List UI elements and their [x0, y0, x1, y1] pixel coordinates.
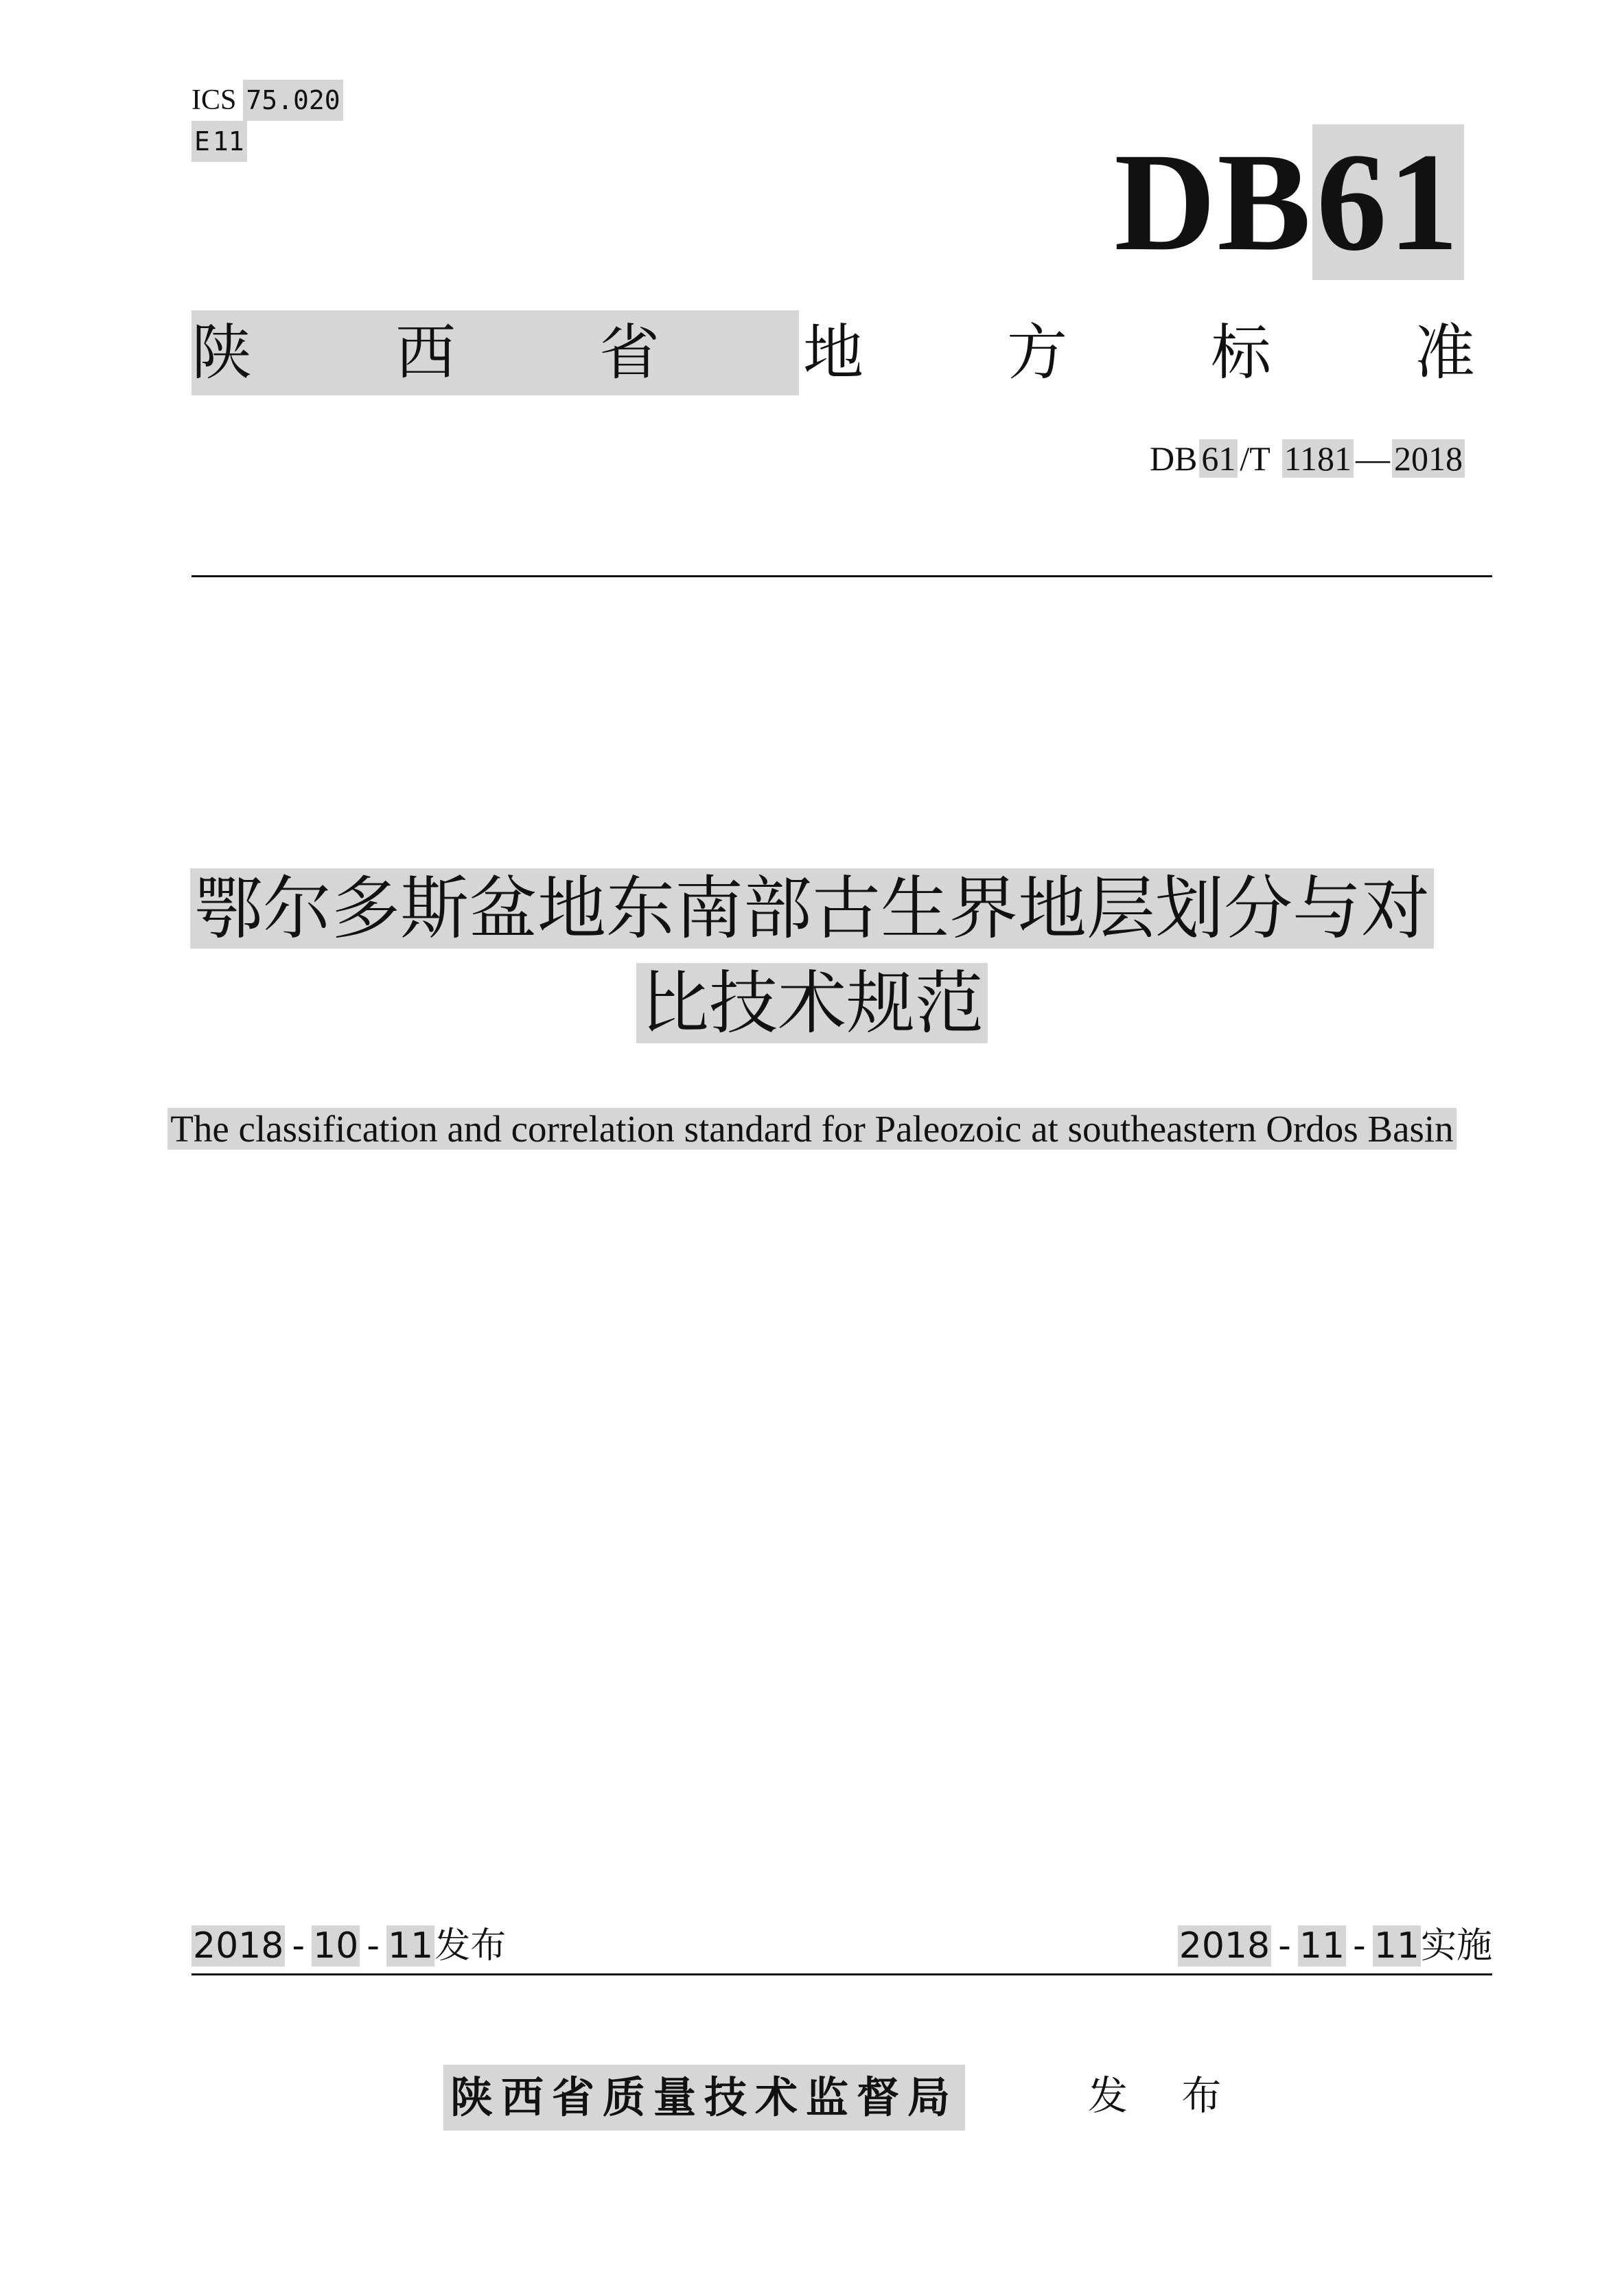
standard-type-title	[192, 310, 1476, 395]
publish-day: 11	[388, 1925, 434, 1967]
title-line-2-text: 比技术规范	[636, 963, 988, 1043]
standard-mark	[1114, 124, 1464, 280]
standard-type-char: 西	[395, 317, 456, 388]
code-region: 61	[1199, 439, 1238, 478]
title-line-1-text: 鄂尔多斯盆地东南部古生界地层划分与对	[190, 868, 1434, 949]
effective-day: 11	[1373, 1925, 1419, 1967]
date-separator: -	[1278, 1925, 1291, 1967]
standard-mark-number: 61	[1312, 124, 1464, 280]
standard-type-char: 地	[803, 317, 864, 388]
standard-type-char: 方	[1007, 317, 1068, 388]
code-prefix: DB	[1149, 439, 1198, 478]
effective-year: 2018	[1179, 1925, 1271, 1967]
effective-date	[1178, 1918, 1492, 1973]
ics-code: 75.020	[243, 80, 343, 121]
class-label: E	[192, 121, 213, 162]
ics-label: ICS	[192, 84, 237, 116]
standard-type-highlight	[192, 310, 799, 395]
release-label: 发 布	[1088, 2072, 1242, 2119]
date-row	[192, 1918, 1492, 1973]
classification-codes	[192, 80, 343, 162]
document-title-cn	[103, 861, 1521, 1051]
publish-date	[192, 1918, 506, 1973]
ics-row	[192, 80, 343, 121]
standard-type-char: 标	[1211, 317, 1272, 388]
standard-type-char: 省	[599, 317, 660, 388]
effective-label: 实施	[1420, 1925, 1492, 1967]
issuing-authority: 陕西省质量技术监督局	[443, 2065, 965, 2131]
code-year: 2018	[1392, 439, 1465, 478]
class-code: 11	[210, 121, 247, 162]
header-divider	[192, 575, 1492, 577]
publish-year: 2018	[193, 1925, 284, 1967]
publish-month: 10	[313, 1925, 359, 1967]
class-row	[192, 121, 343, 162]
date-separator: -	[1353, 1925, 1366, 1967]
document-title-en	[103, 1102, 1521, 1157]
standard-type-char: 陕	[192, 317, 253, 388]
footer-divider	[192, 1973, 1492, 1975]
code-type: /T	[1240, 439, 1271, 478]
code-dash: —	[1356, 439, 1390, 478]
publish-label: 发布	[434, 1925, 507, 1967]
effective-month: 11	[1299, 1925, 1345, 1967]
code-number: 1181	[1282, 439, 1354, 478]
title-line-1	[103, 861, 1521, 956]
date-separator: -	[367, 1925, 380, 1967]
date-separator: -	[292, 1925, 305, 1967]
standard-mark-prefix: DB	[1114, 124, 1312, 280]
title-line-2	[103, 956, 1521, 1051]
title-en-text: The classification and correlation standard for Paleozoic at southeastern Ordos Basin	[167, 1108, 1456, 1150]
standard-type-char: 准	[1415, 317, 1476, 388]
standard-number	[1148, 434, 1465, 483]
